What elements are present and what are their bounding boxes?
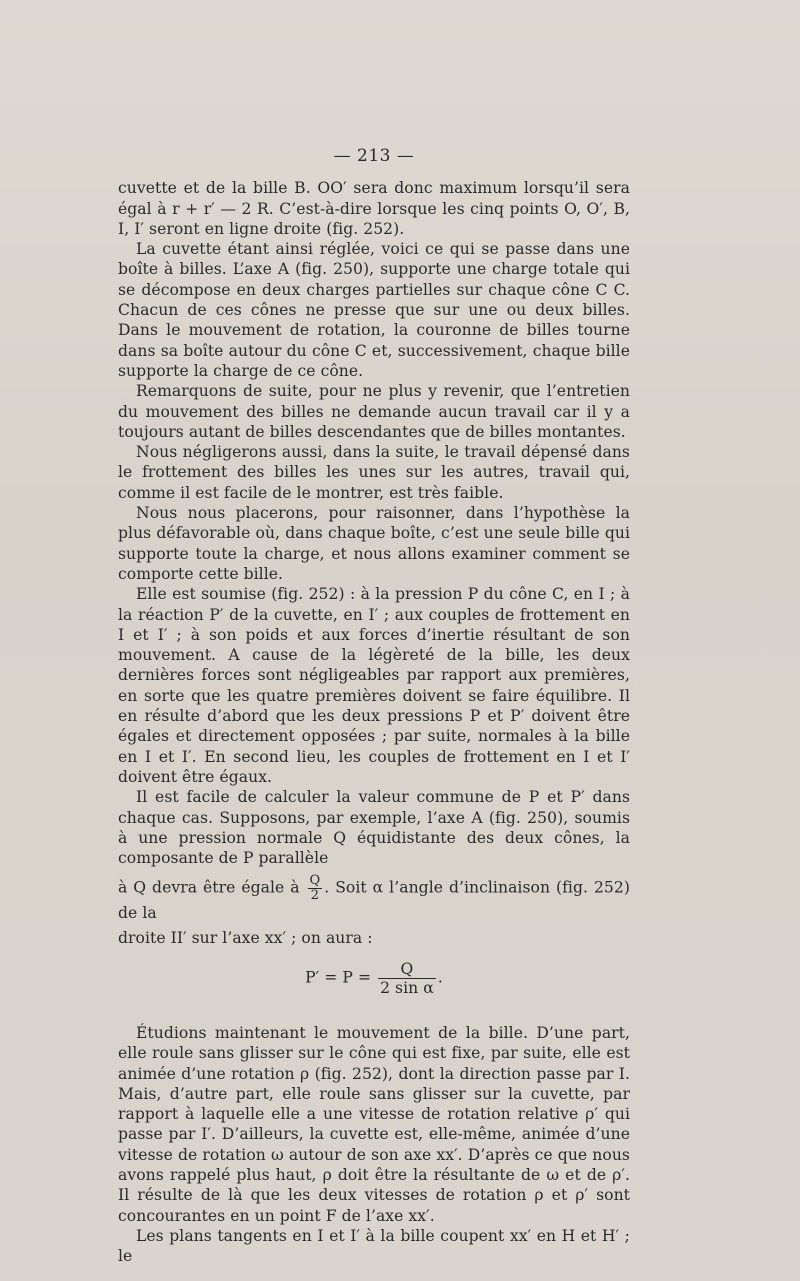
- formula-lhs: P′ = P =: [305, 968, 377, 987]
- formula-fraction: [378, 960, 436, 997]
- inline-fraction-line: [118, 874, 630, 923]
- formula-denominator: 2 sin α: [380, 978, 434, 997]
- inline-fraction-numerator: Q: [309, 873, 321, 889]
- formula: [118, 960, 630, 997]
- paragraph-4: Nous négligerons aussi, dans la suite, le travail dépensé dans le frottement des billes les unes sur les autres, travail qui, comme il est facile de le montrer, est très faible.: [118, 443, 630, 502]
- paragraph-1: cuvette et de la bille B. OO′ sera donc maximum lorsqu’il sera égal à r + r′ — 2 R. C’est-à-dire lorsque les cinq points O, O′, B, I, I′ seront en ligne droite (fig. 252).: [118, 179, 630, 238]
- paragraph-9: Les plans tangents en I et I′ à la bille coupent xx′ en H et H′ ; le: [118, 1226, 630, 1266]
- paragraph-6: Elle est soumise (fig. 252) : à la pression P du cône C, en I ; à la réaction P′ de la cuvette, en I′ ; aux couples de frottement en I et I′ ; à son poids et aux forces d’inertie résultant de son mouvement. A cause de la légèreté de la bille, les deux dernières forces sont négligeables par rapport aux premières, en sorte que les quatre premières doivent se faire équilibre. Il en résulte d’abord que les deux pressions P et P′ doivent être égales et directement opposées ; par suite, normales à la bille en I et I′. En second lieu, les couples de frottement en I et I′ doivent être égaux.: [118, 585, 630, 786]
- text-column: [118, 146, 630, 1267]
- fraction-line-after: . Soit α l’angle d’inclinaison (fig. 252) de la: [118, 878, 630, 923]
- page-number: — 213 —: [333, 146, 415, 166]
- paragraph-2: La cuvette étant ainsi réglée, voici ce qui se passe dans une boîte à billes. L’axe A (fig. 250), supporte une charge totale qui se décompose en deux charges partielles sur chaque cône C C. Chacun de ces cônes ne presse que sur une ou deux billes. Dans le mouvement de rotation, la couronne de billes tourne dans sa boîte autour du cône C et, successivement, chaque bille supporte la charge de ce cône.: [118, 240, 630, 380]
- continuation-line: droite II′ sur l’axe xx′ ; on aura :: [118, 928, 373, 947]
- formula-numerator: Q: [378, 960, 436, 979]
- formula-end: .: [437, 968, 443, 987]
- inline-fraction-denominator: 2: [310, 888, 320, 904]
- inline-fraction: [308, 874, 323, 903]
- paragraph-5: Nous nous placerons, pour raisonner, dans l’hypothèse la plus défavorable où, dans chaque boîte, c’est une seule bille qui supporte toute la charge, et nous allons examiner comment se comporte cette bille.: [118, 504, 630, 583]
- fraction-line-before: à Q devra être égale à: [118, 878, 306, 897]
- paragraph-3: Remarquons de suite, pour ne plus y revenir, que l’entretien du mouvement des billes ne demande aucun travail car il y a toujours autant de billes descendantes que de billes montantes.: [118, 382, 630, 441]
- paragraph-7: Il est facile de calculer la valeur commune de P et P′ dans chaque cas. Supposons, par exemple, l’axe A (fig. 250), soumis à une pression normale Q équidistante des deux cônes, la composante de P parallèle: [118, 788, 630, 868]
- paragraph-8: Étudions maintenant le mouvement de la bille. D’une part, elle roule sans glisser sur le cône qui est fixe, par suite, elle est animée d’une rotation ρ (fig. 252), dont la direction passe par I. Mais, d’autre part, elle roule sans glisser sur la cuvette, par rapport à laquelle elle a une vitesse de rotation relative ρ′ qui passe par I′. D’ailleurs, la cuvette est, elle-même, animée d’une vitesse de rotation ω autour de son axe xx′. D’après ce que nous avons rappelé plus haut, ρ doit être la résultante de ω et de ρ′. Il résulte de là que les deux vitesses de rotation ρ et ρ′ sont concourantes en un point F de l’axe xx′.: [118, 1023, 630, 1225]
